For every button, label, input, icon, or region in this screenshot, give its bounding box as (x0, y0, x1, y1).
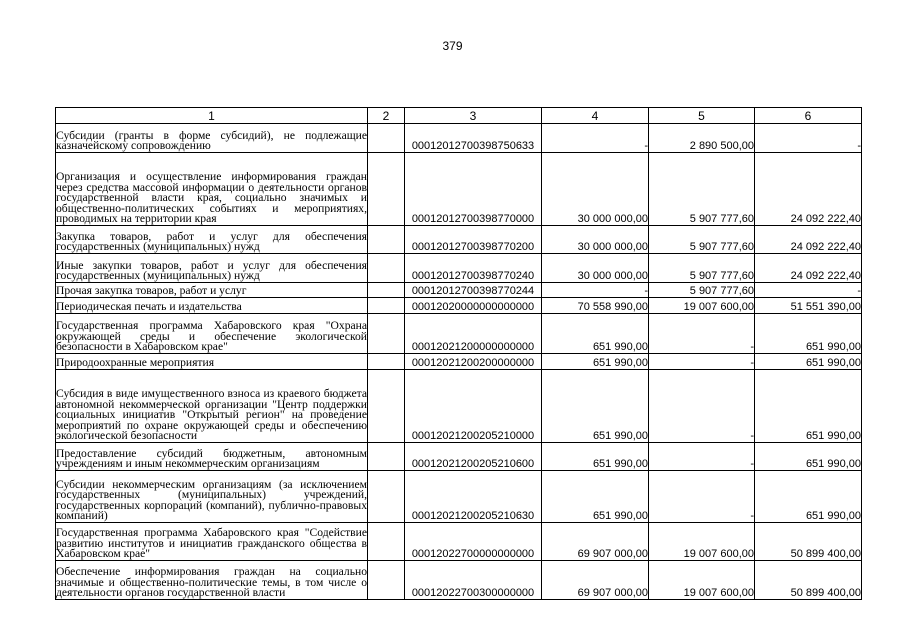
table-row (56, 298, 862, 314)
row-code: 00012020000000000000 (405, 298, 542, 314)
row-value-6: 651 990,00 (755, 370, 862, 443)
row-col2 (368, 370, 405, 443)
row-name: Обеспечение информирования граждан на социально значимые и общественно-политические темы, в том числе о деятельности органов государственной власти (56, 561, 368, 600)
row-code: 00012012700398750633 (405, 124, 542, 153)
row-value-4: 651 990,00 (542, 354, 649, 370)
row-code: 00012021200205210000 (405, 370, 542, 443)
table-row (56, 153, 862, 226)
row-col2 (368, 314, 405, 354)
row-col2 (368, 254, 405, 283)
row-code: 00012012700398770244 (405, 283, 542, 298)
row-value-6: 50 899 400,00 (755, 523, 862, 561)
row-name: Иные закупки товаров, работ и услуг для обеспечения государственных (муниципальных) нужд (56, 254, 368, 283)
row-name: Закупка товаров, работ и услуг для обеспечения государственных (муниципальных) нужд (56, 226, 368, 254)
row-col2 (368, 443, 405, 471)
row-value-4: - (542, 124, 649, 153)
row-name: Субсидии некоммерческим организациям (за исключением государственных (муниципальных) учреждений, государственных корпораций (компаний), публично-правовых компаний) (56, 471, 368, 523)
row-value-6: 651 990,00 (755, 471, 862, 523)
row-name: Природоохранные мероприятия (56, 354, 368, 370)
row-col2 (368, 354, 405, 370)
row-value-5: 2 890 500,00 (649, 124, 755, 153)
row-col2 (368, 153, 405, 226)
row-name: Субсидии (гранты в форме субсидий), не подлежащие казначейскому сопровождению (56, 124, 368, 153)
page-number: 379 (442, 39, 463, 53)
header-cell: 2 (368, 108, 405, 124)
row-name: Государственная программа Хабаровского края "Охрана окружающей среды и обеспечение экологической безопасности в Хабаровском крае" (56, 314, 368, 354)
row-value-5: 19 007 600,00 (649, 561, 755, 600)
table-row (56, 443, 862, 471)
row-name: Прочая закупка товаров, работ и услуг (56, 283, 368, 298)
row-value-6: 24 092 222,40 (755, 226, 862, 254)
row-value-5: - (649, 471, 755, 523)
row-code: 00012022700000000000 (405, 523, 542, 561)
row-value-4: 651 990,00 (542, 471, 649, 523)
row-value-4: 651 990,00 (542, 370, 649, 443)
row-value-4: 30 000 000,00 (542, 153, 649, 226)
row-col2 (368, 523, 405, 561)
row-col2 (368, 283, 405, 298)
table-row (56, 471, 862, 523)
row-col2 (368, 561, 405, 600)
table-row (56, 226, 862, 254)
row-value-4: 30 000 000,00 (542, 226, 649, 254)
row-value-6: - (755, 283, 862, 298)
row-name: Организация и осуществление информирования граждан через средства массовой информации о деятельности органов государственной власти края, социально значимых и общественно-политических событиях и мероприятиях, проводимых на территории края (56, 153, 368, 226)
row-code: 00012021200000000000 (405, 314, 542, 354)
row-value-5: - (649, 354, 755, 370)
row-code: 00012021200205210630 (405, 471, 542, 523)
row-value-5: 5 907 777,60 (649, 153, 755, 226)
row-value-5: 5 907 777,60 (649, 226, 755, 254)
header-cell: 5 (649, 108, 755, 124)
row-col2 (368, 124, 405, 153)
row-col2 (368, 298, 405, 314)
row-value-6: 651 990,00 (755, 354, 862, 370)
row-code: 00012021200200000000 (405, 354, 542, 370)
row-code: 00012021200205210600 (405, 443, 542, 471)
row-code: 00012022700300000000 (405, 561, 542, 600)
row-value-6: 651 990,00 (755, 443, 862, 471)
row-value-6: 24 092 222,40 (755, 153, 862, 226)
header-cell: 6 (755, 108, 862, 124)
header-cell: 1 (56, 108, 368, 124)
table-row (56, 561, 862, 600)
table-header-row (56, 108, 862, 124)
table-row (56, 370, 862, 443)
row-value-6: 651 990,00 (755, 314, 862, 354)
row-value-6: 24 092 222,40 (755, 254, 862, 283)
row-value-6: 50 899 400,00 (755, 561, 862, 600)
row-name: Периодическая печать и издательства (56, 298, 368, 314)
header-cell: 4 (542, 108, 649, 124)
row-value-5: 5 907 777,60 (649, 283, 755, 298)
row-code: 00012012700398770240 (405, 254, 542, 283)
row-value-6: 51 551 390,00 (755, 298, 862, 314)
budget-table (55, 107, 862, 600)
row-value-4: 651 990,00 (542, 443, 649, 471)
row-code: 00012012700398770000 (405, 153, 542, 226)
row-value-5: 5 907 777,60 (649, 254, 755, 283)
table-row (56, 354, 862, 370)
row-name: Субсидия в виде имущественного взноса из краевого бюджета автономной некоммерческой организации "Центр поддержки социальных инициатив "Открытый регион" на проведение мероприятий по охране окружающей среды и обеспечению экологической безопасности (56, 370, 368, 443)
table-row (56, 283, 862, 298)
row-value-4: 69 907 000,00 (542, 523, 649, 561)
table-row (56, 523, 862, 561)
row-name: Предоставление субсидий бюджетным, автономным учреждениям и иным некоммерческим организациям (56, 443, 368, 471)
table-row (56, 254, 862, 283)
row-col2 (368, 226, 405, 254)
row-value-4: - (542, 283, 649, 298)
row-value-4: 70 558 990,00 (542, 298, 649, 314)
row-value-4: 651 990,00 (542, 314, 649, 354)
row-value-5: - (649, 443, 755, 471)
row-value-4: 30 000 000,00 (542, 254, 649, 283)
row-value-5: 19 007 600,00 (649, 523, 755, 561)
row-col2 (368, 471, 405, 523)
row-value-6: - (755, 124, 862, 153)
row-name: Государственная программа Хабаровского края "Содействие развитию институтов и инициатив гражданского общества в Хабаровском крае" (56, 523, 368, 561)
row-code: 00012012700398770200 (405, 226, 542, 254)
row-value-5: 19 007 600,00 (649, 298, 755, 314)
row-value-4: 69 907 000,00 (542, 561, 649, 600)
table-row (56, 124, 862, 153)
row-value-5: - (649, 314, 755, 354)
row-value-5: - (649, 370, 755, 443)
table-row (56, 314, 862, 354)
header-cell: 3 (405, 108, 542, 124)
